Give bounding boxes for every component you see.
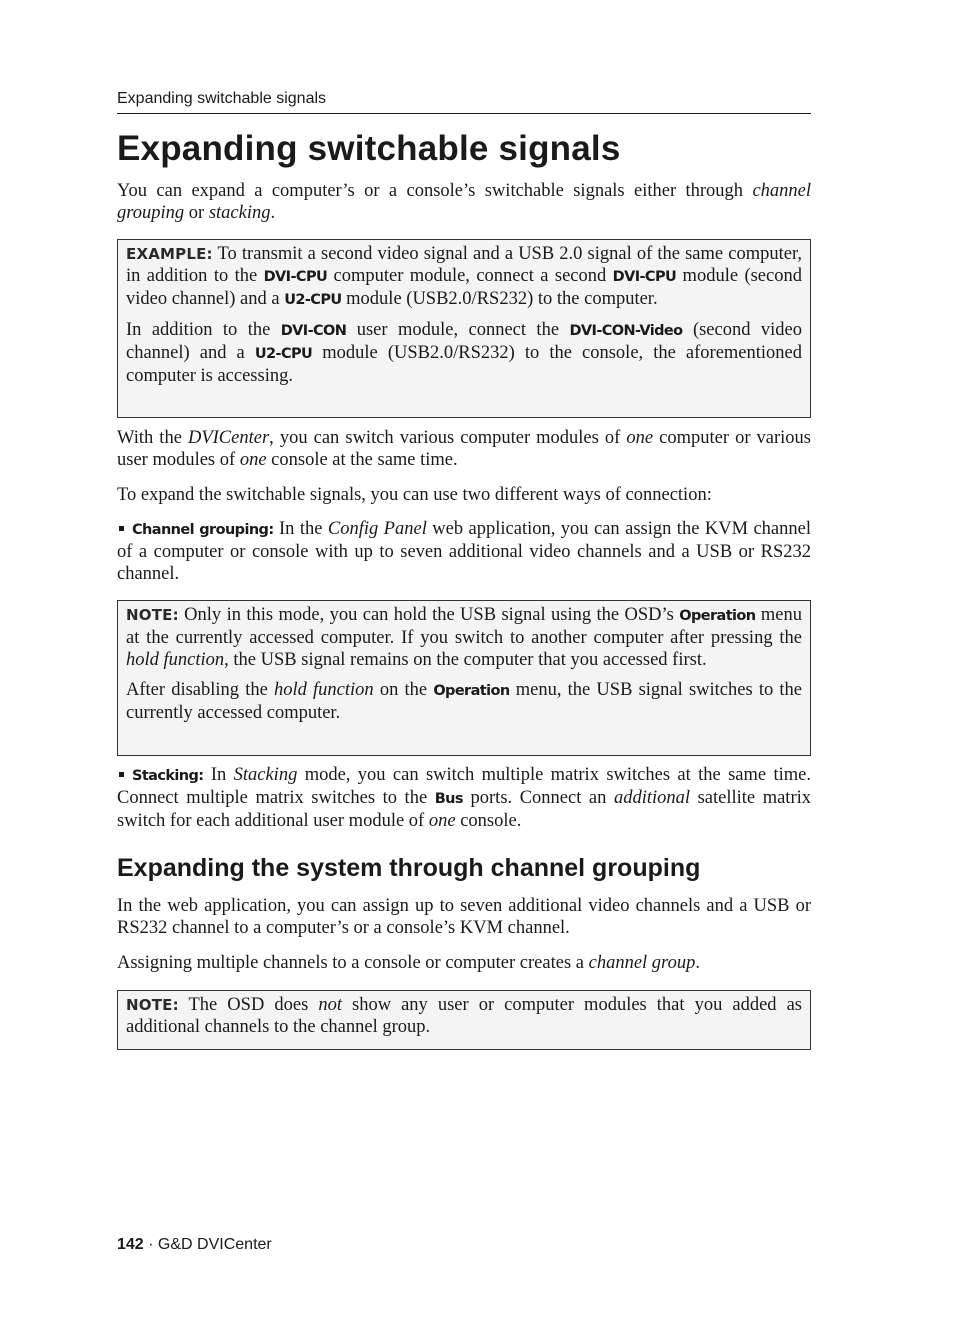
example-paragraph-2: In addition to the DVI-CON user module, connect the DVI-CON-Video (second video channel) and a U2-CPU module (USB2.0/RS232) to the console, the aforementioned computer is accessing. [126,320,803,386]
example-paragraph-1: EXAMPLE: To transmit a second video signal and a USB 2.0 signal of the same computer, in addition to the DVI-CPU computer module, connect a second DVI-CPU module (second video channel) and a U2-CPU module (USB2.0/RS232) to the computer. [126,244,802,309]
note-paragraph: NOTE: The OSD does not show any user or computer modules that you added as additional channels to the channel group. [126,995,802,1037]
connection-ways-paragraph: To expand the switchable signals, you can use two different ways of connection: [117,485,712,505]
example-label: EXAMPLE: [126,245,213,263]
page-footer: 142 · G&D DVICenter [117,1236,272,1253]
bullet-label: Channel grouping: [132,522,274,538]
page-number: 142 [117,1236,144,1253]
note-box-osd [117,990,811,1050]
keyword: DVI-CPU [263,269,328,285]
bullet-icon [119,526,124,531]
keyword: U2-CPU [284,292,342,308]
bullet-label: Stacking: [132,768,204,784]
keyword: Bus [434,791,463,807]
channel-group-paragraph: Assigning multiple channels to a console or computer creates a channel group. [117,953,700,973]
product-name: G&D DVICenter [157,1236,272,1253]
keyword: Operation [679,608,756,624]
dvicenter-paragraph: With the DVICenter, you can switch various computer modules of one computer or various user modules of one console at the same time. [117,428,811,470]
note-label: NOTE: [126,606,179,624]
intro-paragraph: You can expand a computer’s or a console’s switchable signals either through channel grouping or stacking. [117,181,811,223]
web-application-paragraph: In the web application, you can assign up to seven additional video channels and a USB or RS232 channel to a computer’s or a console’s KVM channel. [117,896,811,938]
example-box [117,239,811,418]
note-box-hold-function [117,600,811,756]
page-title: Expanding switchable signals [117,129,621,168]
note-label: NOTE: [126,996,179,1014]
keyword: Operation [433,683,510,699]
keyword: U2-CPU [254,346,313,362]
note-paragraph-1: NOTE: Only in this mode, you can hold the USB signal using the OSD’s Operation menu at the currently accessed computer. If you switch to another computer after pressing the hold function, the USB signal remains on the computer that you accessed first. [126,605,802,670]
note-paragraph-2: After disabling the hold function on the Operation menu, the USB signal switches to the currently accessed computer. [126,680,802,723]
section-heading: Expanding the system through channel grouping [117,854,701,882]
bullet-channel-grouping: Channel grouping: In the Config Panel web application, you can assign the KVM channel of a computer or console with up to seven additional video channels and a USB or RS232 channel. [117,519,811,584]
keyword: DVI-CPU [612,269,677,285]
keyword: DVI-CON-Video [569,323,683,339]
bullet-stacking: Stacking: In Stacking mode, you can switch multiple matrix switches at the same time. Connect multiple matrix switches to the Bus ports. Connect an additional satellite matrix switch for each additional user module of one console. [117,765,811,831]
bullet-icon [119,772,124,777]
keyword: DVI-CON [280,323,347,339]
running-header: Expanding switchable signals [117,89,811,114]
